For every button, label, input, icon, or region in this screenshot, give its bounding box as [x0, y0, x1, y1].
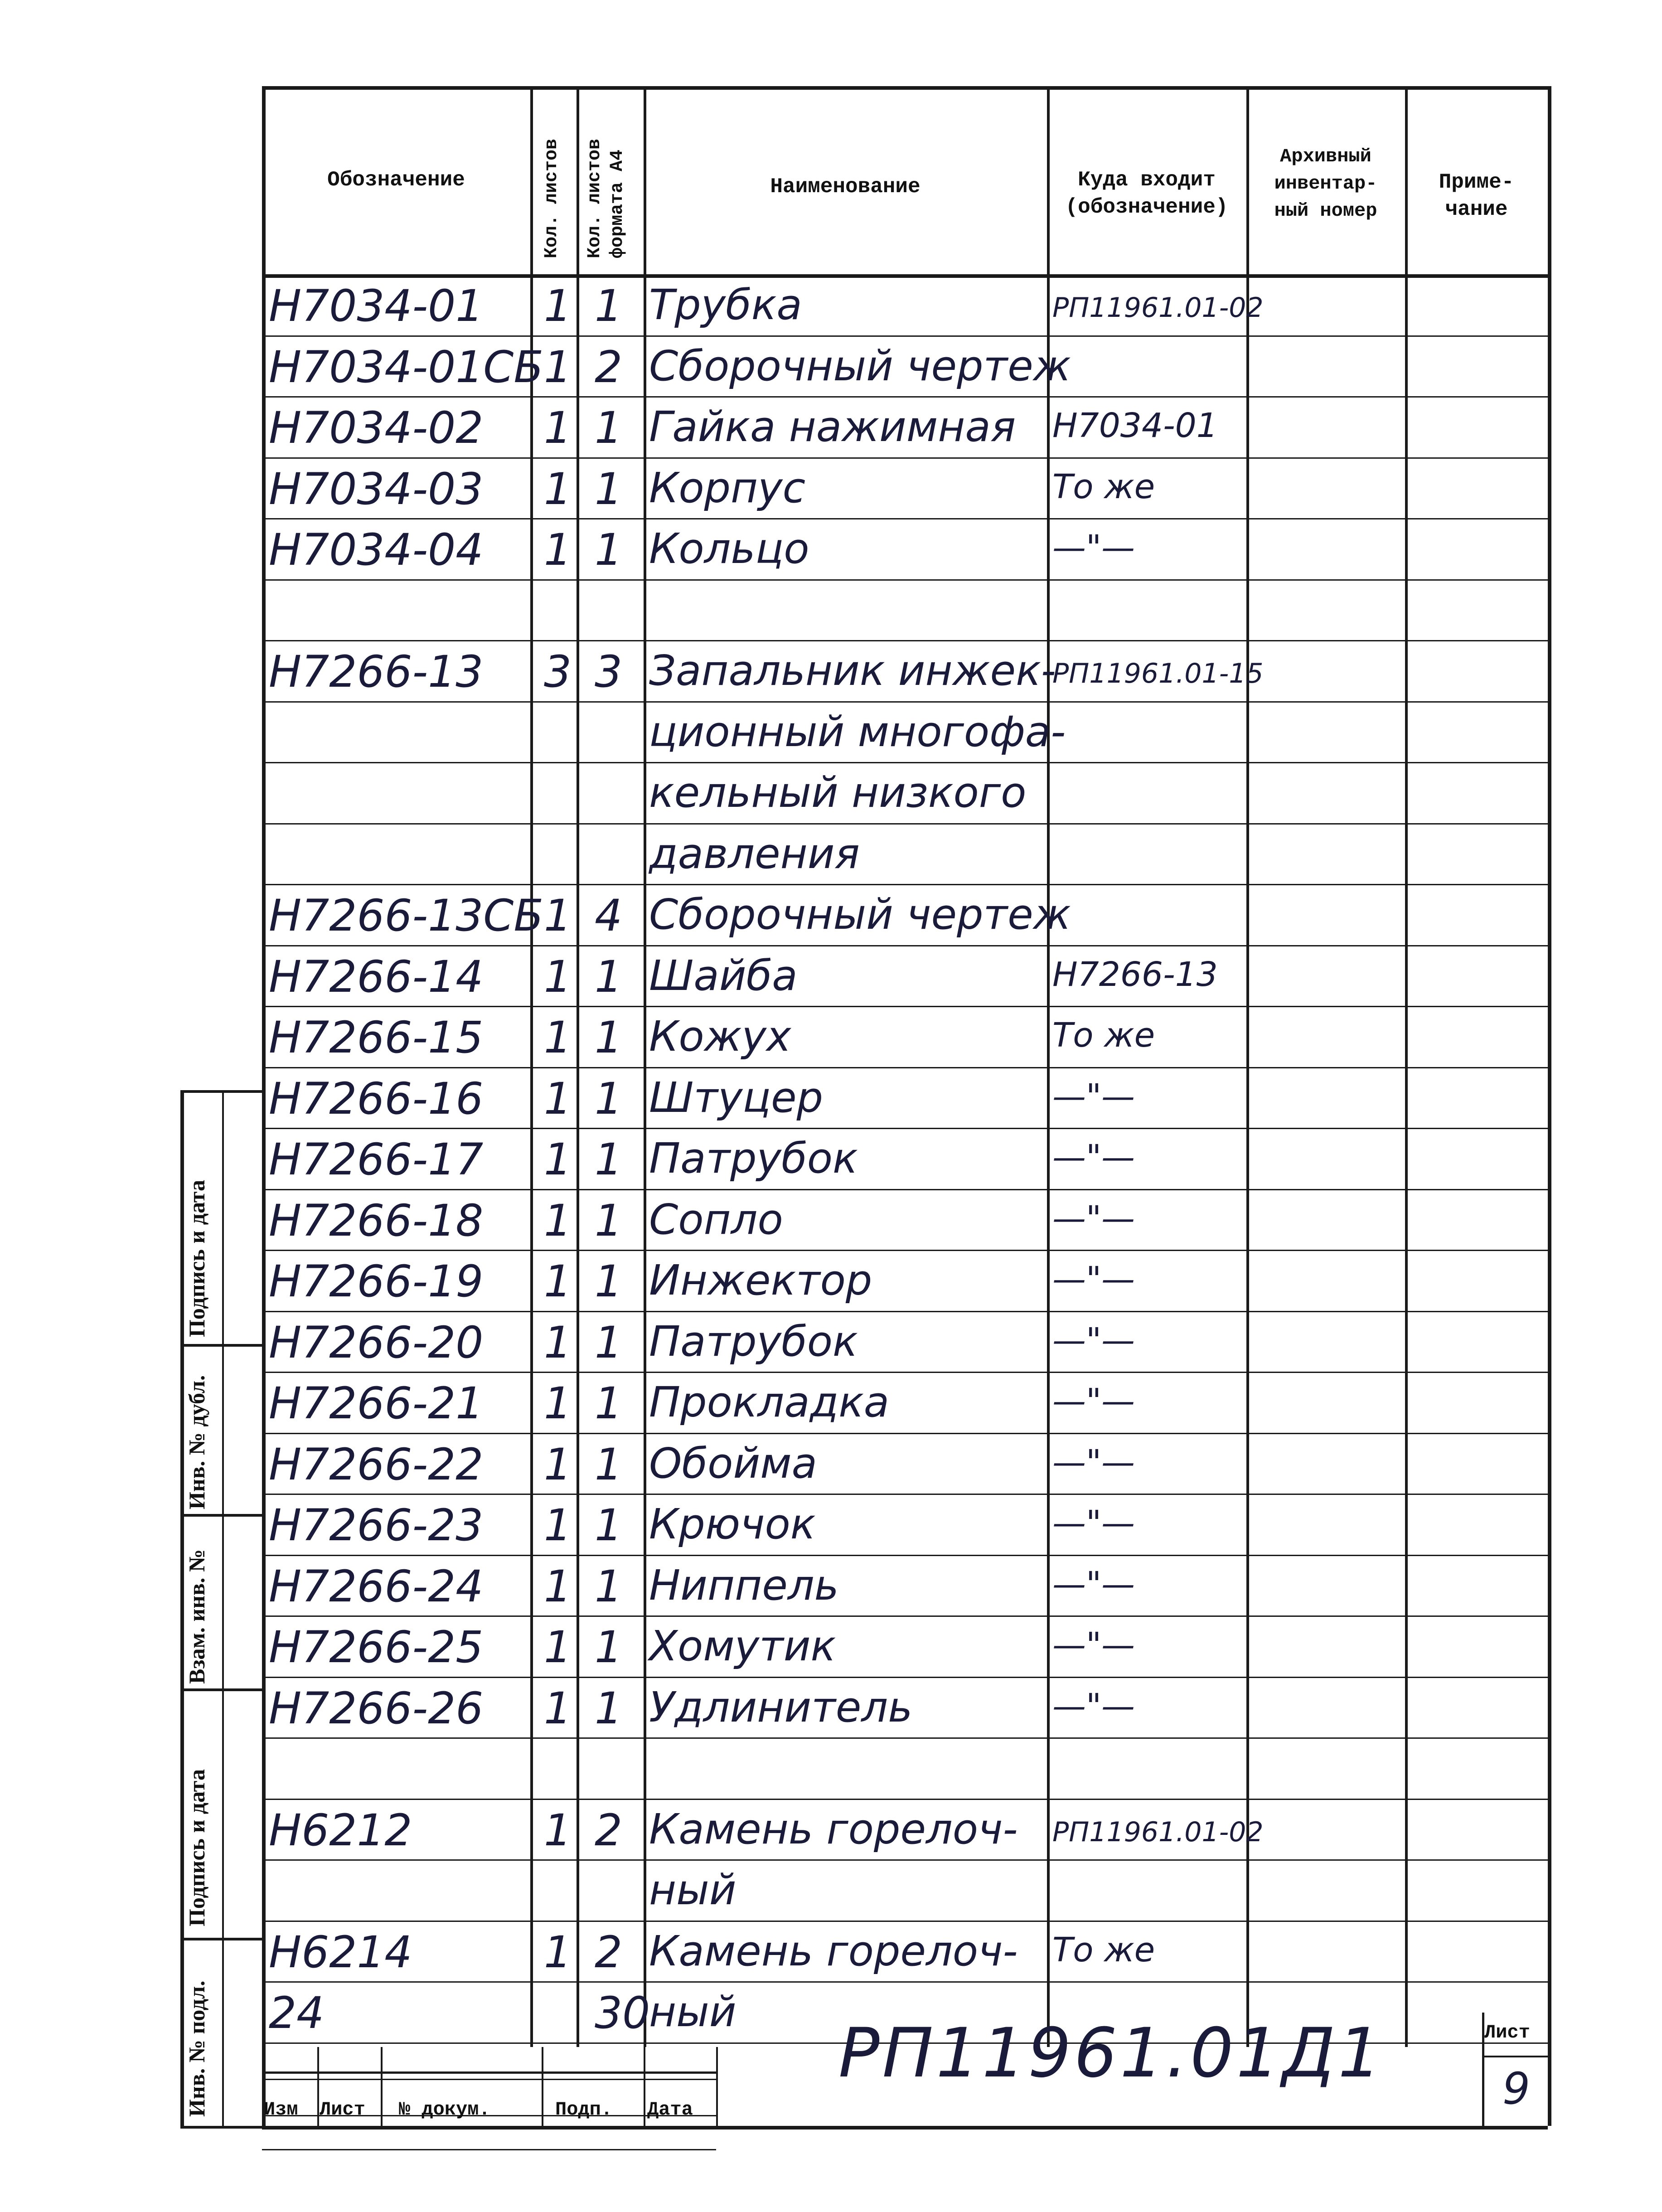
rule-line	[1246, 1250, 1548, 1251]
cell-where-used: —"—	[1052, 1382, 1135, 1421]
cell-name: Сопло	[649, 1195, 783, 1244]
cell-sheets-a4: 1	[595, 281, 623, 331]
cell-name: Сборочный чертеж	[649, 341, 1071, 390]
cell-where-used: То же	[1052, 1930, 1155, 1969]
rule-line	[262, 640, 1246, 641]
rule-line	[1246, 1006, 1548, 1007]
side-sign-date-upper: Подпись и дата	[184, 1180, 209, 1337]
cell-where-used: РП11961.01-02	[1052, 1816, 1264, 1848]
cell-sheets-a4: 3	[595, 646, 623, 697]
rule-line	[262, 1677, 1246, 1678]
header-archive-line1: Архивный	[1280, 146, 1371, 167]
rule-line	[262, 1128, 1246, 1129]
rule-line	[1246, 1677, 1548, 1678]
rule-line	[180, 2126, 262, 2129]
cell-designation: Н7266-13	[269, 646, 484, 697]
rule-line	[262, 518, 1246, 519]
cell-designation: Н6212	[269, 1805, 412, 1856]
cell-designation: Н7266-19	[269, 1256, 484, 1307]
cell-sheets-a4: 1	[595, 1683, 623, 1734]
stamp-document-code: РП11961.01Д1	[838, 2014, 1384, 2093]
rule-line	[262, 1859, 1246, 1861]
stamp-change-label: Изм	[264, 2099, 298, 2120]
cell-designation: Н7266-15	[269, 1012, 484, 1063]
stamp-sheet-number: 9	[1502, 2063, 1531, 2114]
header-where-used-line1: Куда входит	[1078, 168, 1216, 192]
header-note-line1: Приме-	[1439, 170, 1514, 194]
rule-line	[1246, 1189, 1548, 1190]
cell-designation: Н7266-21	[269, 1378, 484, 1429]
cell-sheets: 1	[544, 1134, 572, 1185]
cell-where-used: То же	[1052, 1016, 1155, 1055]
rule-line	[1246, 1615, 1548, 1617]
cell-sheets: 1	[544, 1500, 572, 1551]
cell-where-used: —"—	[1052, 1077, 1135, 1116]
cell-sheets: 1	[544, 890, 572, 941]
rule-line	[262, 1737, 1246, 1739]
cell-name: Крючок	[649, 1500, 816, 1548]
cell-name: ный	[649, 1988, 737, 2036]
rule-line	[1246, 1737, 1548, 1739]
stamp-sheet-label: Лист	[320, 2099, 365, 2120]
rule-line	[542, 2047, 543, 2126]
cell-designation: Н7266-20	[269, 1317, 484, 1368]
cell-sheets: 1	[544, 1195, 572, 1246]
header-archive-line3: ный номер	[1274, 200, 1377, 222]
cell-where-used: —"—	[1052, 1504, 1135, 1543]
header-sheets-a4-line1: Кол. листов	[585, 138, 605, 258]
cell-sheets-a4: 1	[595, 1500, 623, 1551]
rule-line	[180, 1344, 262, 1347]
rule-line	[644, 2047, 645, 2126]
stamp-doc-no-label: № докум.	[399, 2099, 490, 2120]
cell-designation: Н6214	[269, 1926, 412, 1978]
rule-line	[1246, 518, 1548, 519]
rule-line	[180, 1938, 262, 1940]
cell-designation: Н7266-25	[269, 1622, 484, 1673]
cell-name: кельный низкого	[649, 768, 1027, 817]
stamp-sheet-title: Лист	[1484, 2022, 1530, 2043]
cell-sheets-a4: 1	[595, 1622, 623, 1673]
cell-designation: Н7266-13СБ	[269, 890, 544, 941]
rule-line	[716, 2047, 718, 2126]
rule-line	[1246, 884, 1548, 885]
header-sheets-a4-line2: формата А4	[607, 149, 628, 258]
cell-name: Патрубок	[649, 1134, 858, 1183]
cell-sheets: 1	[544, 524, 572, 575]
cell-where-used: —"—	[1052, 1442, 1135, 1482]
cell-sheets: 1	[544, 1439, 572, 1490]
rule-line	[1246, 1311, 1548, 1312]
side-replace-inv: Взам. инв. №	[184, 1549, 209, 1684]
rule-line	[262, 1189, 1246, 1190]
cell-sheets-a4: 1	[595, 1134, 623, 1185]
cell-sheets-a4: 2	[595, 341, 623, 393]
cell-sheets: 1	[544, 1622, 572, 1673]
cell-name: Хомутик	[649, 1622, 836, 1670]
cell-sheets: 1	[544, 1805, 572, 1856]
rule-line	[262, 884, 1246, 885]
cell-name: Камень горелоч-	[649, 1926, 1018, 1975]
cell-name: Удлинитель	[649, 1683, 913, 1732]
cell-name: Инжектор	[649, 1256, 872, 1305]
cell-where-used: —"—	[1052, 1564, 1135, 1604]
header-note-line2: чание	[1445, 198, 1508, 221]
rule-line	[1246, 335, 1548, 337]
rule-line	[262, 396, 1246, 398]
cell-sheets: 1	[544, 1073, 572, 1124]
cell-sheets-a4: 30	[595, 1988, 650, 2038]
rule-line	[262, 1494, 1246, 1495]
rule-line	[1548, 2047, 1551, 2126]
rule-line	[1246, 396, 1548, 398]
cell-sheets: 1	[544, 951, 572, 1002]
rule-line	[1246, 1433, 1548, 1434]
cell-sheets: 1	[544, 1012, 572, 1063]
rule-line	[262, 823, 1246, 825]
cell-sheets-a4: 1	[595, 524, 623, 575]
cell-sheets: 1	[544, 341, 572, 393]
rule-line	[1246, 1921, 1548, 1922]
cell-designation: Н7266-23	[269, 1500, 484, 1551]
rule-line	[1246, 945, 1548, 946]
cell-sheets: 1	[544, 463, 572, 514]
cell-designation: Н7034-01СБ	[269, 341, 544, 393]
cell-designation: Н7266-24	[269, 1561, 484, 1612]
cell-sheets: 1	[544, 1561, 572, 1612]
cell-where-used: —"—	[1052, 528, 1135, 567]
header-sheets: Кол. листов	[542, 138, 562, 258]
cell-name: Шайба	[649, 951, 798, 1000]
rule-line	[1246, 1372, 1548, 1373]
rule-line	[262, 1555, 1246, 1556]
cell-name: ционный многофа-	[649, 707, 1066, 756]
cell-sheets-a4: 1	[595, 1073, 623, 1124]
cell-sheets: 1	[544, 1317, 572, 1368]
rule-line	[1246, 1859, 1548, 1861]
cell-where-used: —"—	[1052, 1138, 1135, 1177]
cell-name: Штуцер	[649, 1073, 824, 1122]
cell-designation: Н7266-16	[269, 1073, 484, 1124]
cell-sheets: 1	[544, 1378, 572, 1429]
cell-name: Корпус	[649, 463, 806, 512]
rule-line	[262, 945, 1246, 946]
cell-sheets: 1	[544, 1926, 572, 1978]
cell-sheets-a4: 1	[595, 951, 623, 1002]
cell-designation: 24	[269, 1988, 325, 2038]
rule-line	[262, 2149, 716, 2150]
cell-name: Обойма	[649, 1439, 818, 1488]
cell-sheets-a4: 1	[595, 403, 623, 453]
cell-name: Патрубок	[649, 1317, 858, 1366]
cell-name: давления	[649, 829, 860, 878]
cell-sheets-a4: 2	[595, 1926, 623, 1978]
cell-name: Сборочный чертеж	[649, 890, 1071, 939]
cell-where-used: Н7034-01	[1052, 406, 1218, 445]
cell-designation: Н7034-01	[269, 281, 484, 331]
cell-name: Камень горелоч-	[649, 1805, 1018, 1853]
cell-name: ный	[649, 1866, 737, 1914]
rule-line	[262, 1921, 1246, 1922]
cell-sheets: 1	[544, 281, 572, 331]
cell-where-used: —"—	[1052, 1198, 1135, 1238]
cell-sheets: 1	[544, 403, 572, 453]
rule-line	[381, 2047, 383, 2126]
rule-line	[262, 457, 1246, 459]
rule-line	[1246, 457, 1548, 459]
cell-designation: Н7034-02	[269, 403, 484, 453]
rule-line	[262, 1311, 1246, 1312]
rule-line	[1246, 1067, 1548, 1068]
cell-designation: Н7266-22	[269, 1439, 484, 1490]
cell-sheets: 1	[544, 1683, 572, 1734]
rule-line	[262, 762, 1246, 763]
cell-sheets-a4: 1	[595, 1439, 623, 1490]
rule-line	[262, 1981, 1246, 1983]
cell-name: Гайка нажимная	[649, 403, 1016, 451]
cell-name: Запальник инжек-	[649, 646, 1056, 695]
rule-line	[262, 274, 1548, 278]
cell-sheets-a4: 1	[595, 1195, 623, 1246]
cell-designation: Н7266-14	[269, 951, 484, 1002]
rule-line	[262, 1372, 1246, 1373]
rule-line	[1246, 1799, 1548, 1800]
cell-name: Кольцо	[649, 524, 809, 573]
cell-where-used: РП11961.01-15	[1052, 658, 1264, 689]
cell-name: Прокладка	[649, 1378, 890, 1426]
rule-line	[1246, 762, 1548, 763]
cell-designation: Н7266-17	[269, 1134, 484, 1185]
cell-sheets-a4: 1	[595, 1561, 623, 1612]
rule-line	[222, 1090, 224, 2126]
cell-sheets-a4: 1	[595, 1317, 623, 1368]
cell-where-used: РП11961.01-02	[1052, 292, 1264, 324]
side-inv-original: Инв. № подл.	[184, 1980, 209, 2117]
rule-line	[1548, 86, 1551, 2047]
rule-line	[262, 1433, 1246, 1434]
rule-line	[262, 1799, 1246, 1800]
rule-line	[262, 2071, 716, 2074]
rule-line	[1246, 1555, 1548, 1556]
rule-line	[1246, 1128, 1548, 1129]
rule-line	[180, 1090, 262, 1093]
rule-line	[262, 1067, 1246, 1068]
cell-sheets-a4: 1	[595, 1012, 623, 1063]
cell-name: Трубка	[649, 281, 802, 329]
rule-line	[180, 1688, 262, 1691]
cell-where-used: —"—	[1052, 1625, 1135, 1664]
cell-where-used: —"—	[1052, 1686, 1135, 1726]
rule-line	[317, 2047, 319, 2126]
stamp-date-label: Дата	[647, 2099, 693, 2120]
rule-line	[1246, 701, 1548, 703]
rule-line	[262, 1006, 1246, 1007]
rule-line	[262, 86, 1548, 90]
rule-line	[1246, 823, 1548, 825]
cell-sheets: 3	[544, 646, 572, 697]
cell-name: Ниппель	[649, 1561, 839, 1610]
cell-where-used: То же	[1052, 467, 1155, 506]
cell-sheets-a4: 1	[595, 463, 623, 514]
cell-designation: Н7266-26	[269, 1683, 484, 1734]
rule-line	[262, 1615, 1246, 1617]
rule-line	[262, 579, 1246, 581]
cell-name: Кожух	[649, 1012, 791, 1061]
cell-sheets-a4: 1	[595, 1256, 623, 1307]
cell-where-used: —"—	[1052, 1260, 1135, 1299]
header-name: Наименование	[770, 175, 921, 199]
cell-designation: Н7034-03	[269, 463, 484, 514]
cell-sheets-a4: 2	[595, 1805, 623, 1856]
rule-line	[1246, 1494, 1548, 1495]
cell-sheets-a4: 1	[595, 1378, 623, 1429]
rule-line	[262, 701, 1246, 703]
cell-sheets-a4: 4	[595, 890, 623, 941]
rule-line	[262, 335, 1246, 337]
rule-line	[1482, 2056, 1548, 2057]
cell-where-used: Н7266-13	[1052, 955, 1218, 994]
rule-line	[1246, 640, 1548, 641]
rule-line	[180, 1514, 262, 1517]
rule-line	[262, 2079, 716, 2080]
stamp-signature-label: Подп.	[555, 2099, 613, 2120]
side-sign-date-lower: Подпись и дата	[184, 1769, 209, 1926]
rule-line	[1246, 1981, 1548, 1983]
rule-line	[262, 2126, 1548, 2130]
side-inv-duplicate: Инв. № дубл.	[184, 1375, 209, 1509]
cell-where-used: —"—	[1052, 1320, 1135, 1360]
cell-designation: Н7034-04	[269, 524, 484, 575]
rule-line	[1246, 579, 1548, 581]
cell-designation: Н7266-18	[269, 1195, 484, 1246]
cell-sheets: 1	[544, 1256, 572, 1307]
header-where-used-line2: (обозначение)	[1065, 195, 1228, 219]
header-archive-line2: инвентар-	[1274, 173, 1377, 194]
header-designation: Обозначение	[327, 168, 465, 192]
rule-line	[262, 1250, 1246, 1251]
